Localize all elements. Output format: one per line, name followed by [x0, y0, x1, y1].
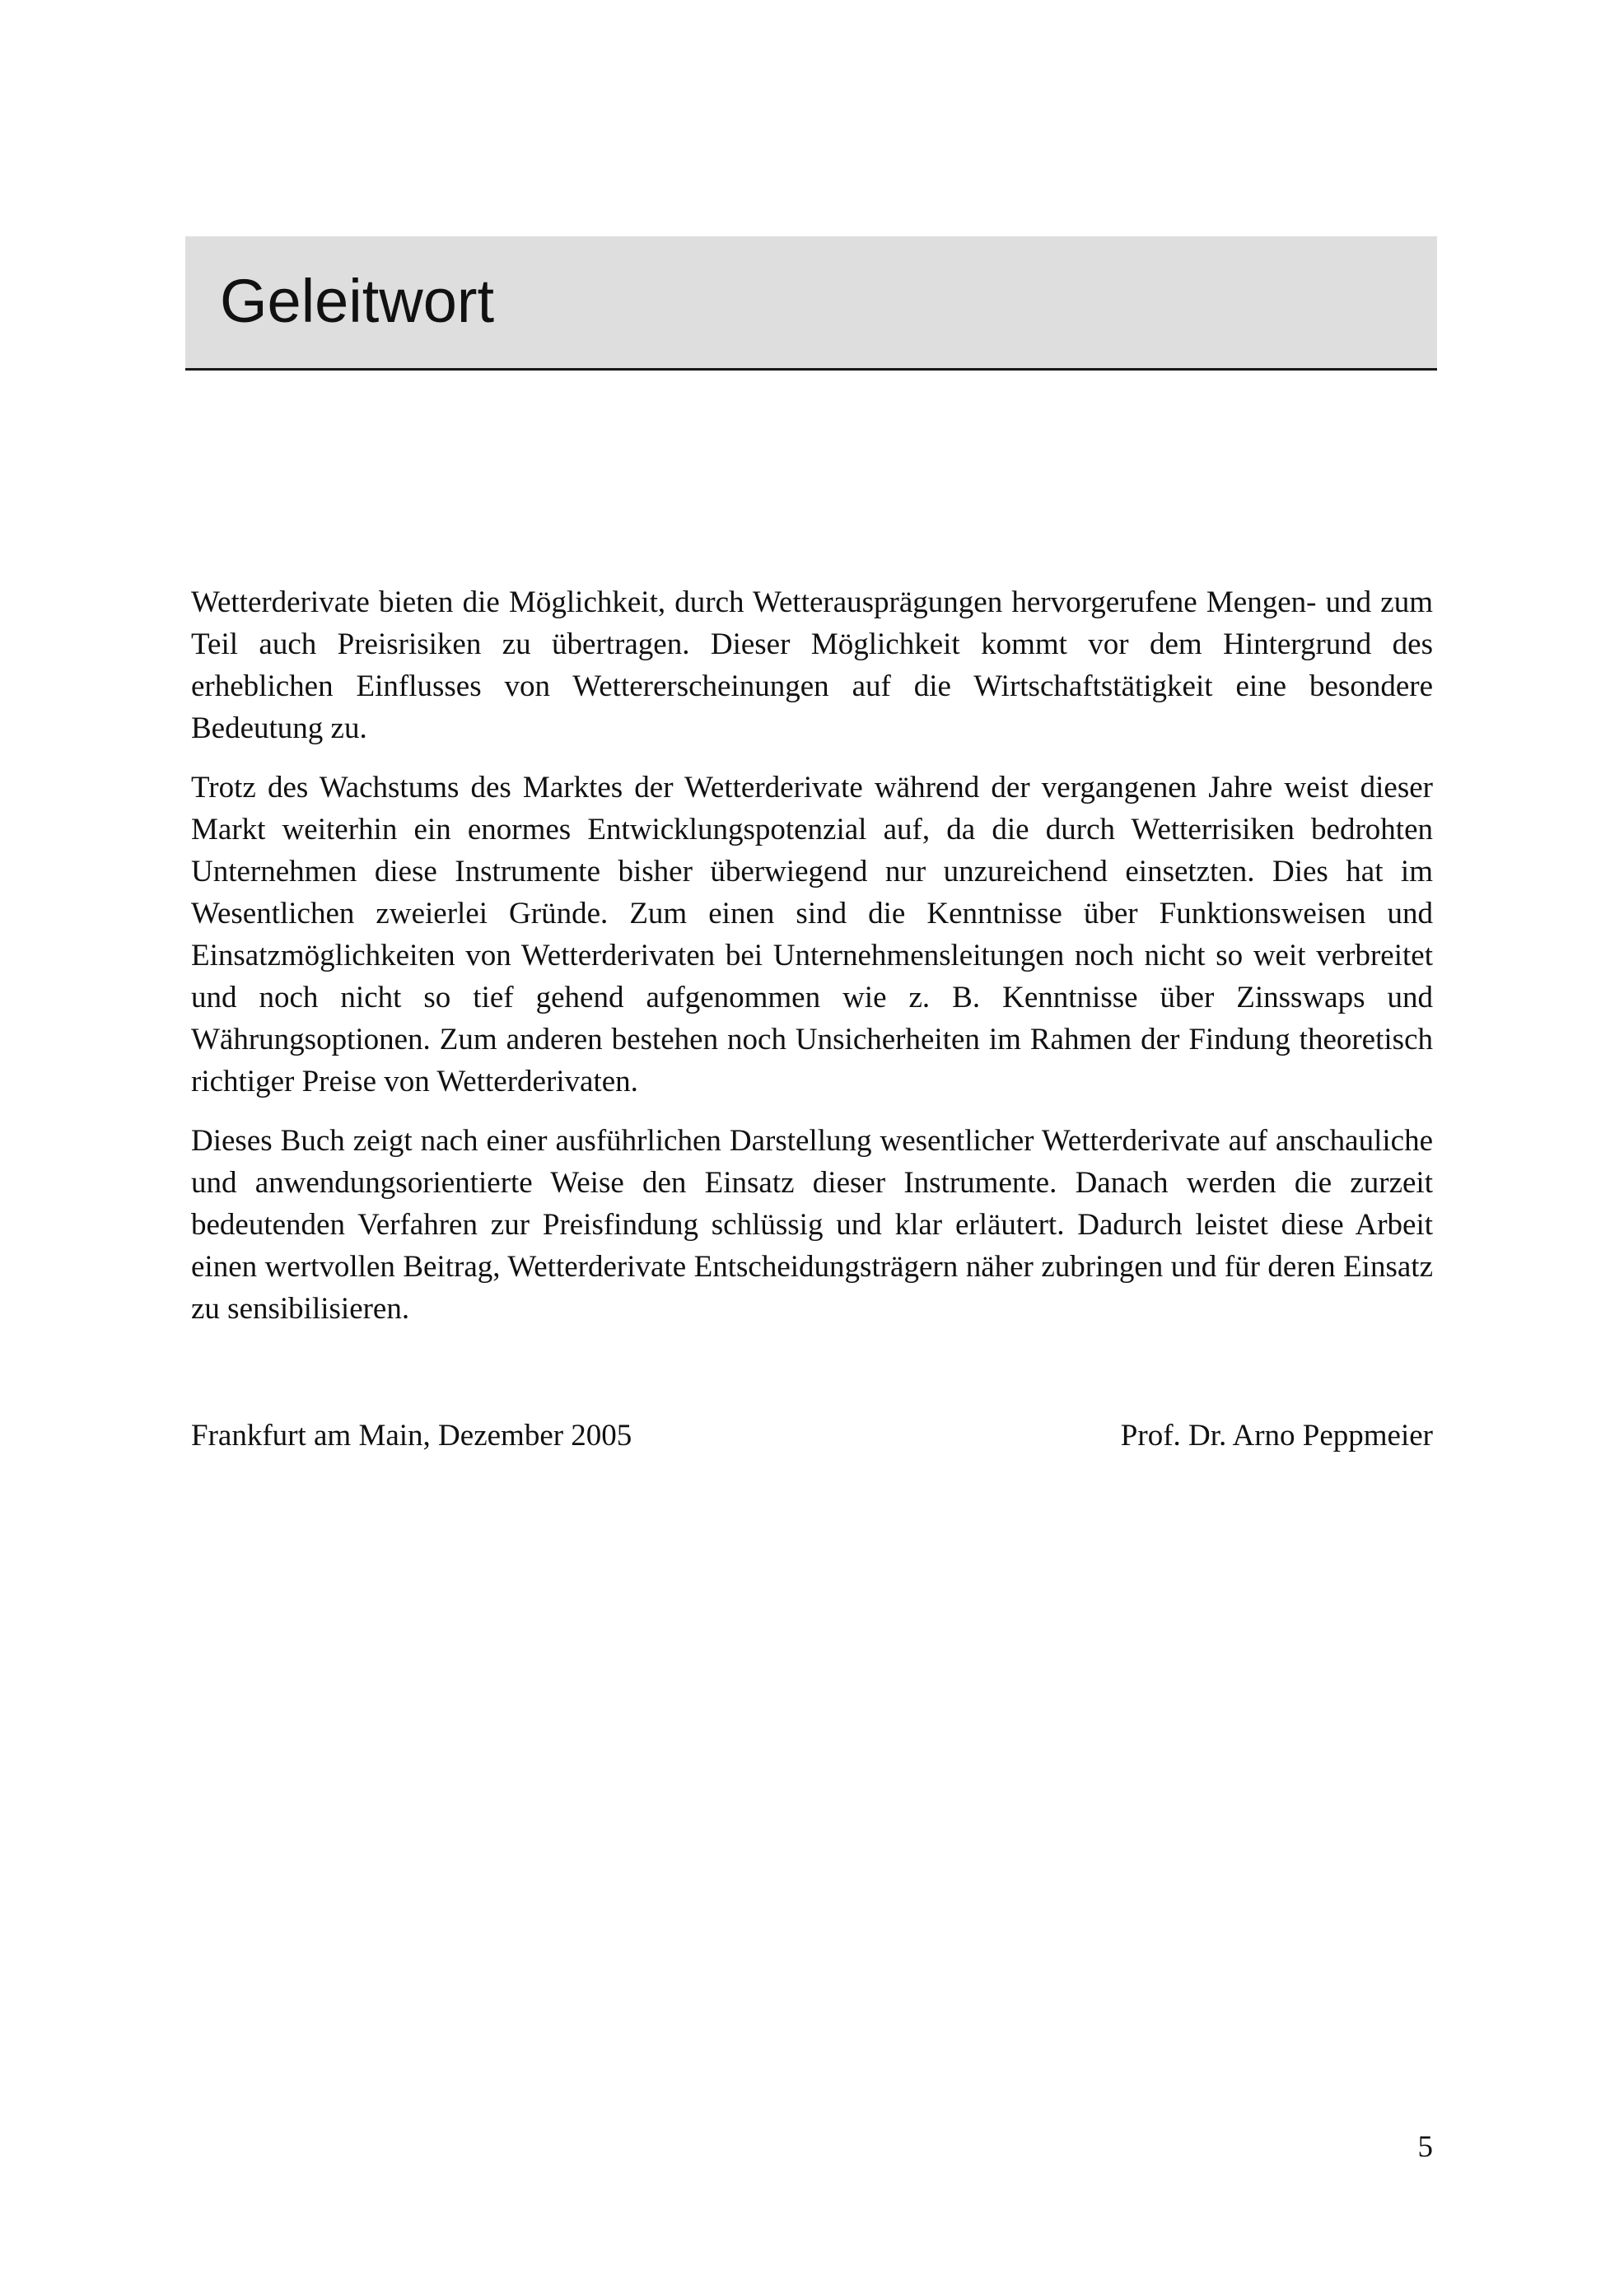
chapter-title: Geleitwort: [220, 267, 495, 335]
chapter-heading-band: [185, 236, 1437, 371]
page-number: 5: [1417, 2130, 1433, 2164]
author-name: Prof. Dr. Arno Peppmeier: [1120, 1419, 1433, 1453]
signature-line: [191, 1415, 1433, 1457]
paragraph-1: Wetterderivate bieten die Möglichkeit, durch Wetterausprägungen hervorgerufene Mengen- und zum Teil auch Preisrisiken zu übertragen. Dieser Möglichkeit kommt vor dem Hintergrund des erheblichen Einflusses von Wettererscheinungen auf die Wirtschaftstätigkeit eine besondere Bedeutung zu.: [191, 585, 1433, 745]
paragraph-2: Trotz des Wachstums des Marktes der Wetterderivate während der vergangenen Jahre weist dieser Markt weiterhin ein enormes Entwicklungspotenzial auf, da die durch Wetterrisiken bedrohten Unternehmen diese Instrumente bisher überwiegend nur unzureichend einsetzten. Dies hat im Wesentlichen zweierlei Gründe. Zum einen sind die Kenntnisse über Funktionsweisen und Einsatzmöglichkeiten von Wetterderivaten bei Unternehmensleitungen noch nicht so weit verbreitet und noch nicht so tief gehend aufgenommen wie z. B. Kenntnisse über Zinsswaps und Währungsoptionen. Zum anderen bestehen noch Unsicherheiten im Rahmen der Findung theoretisch richtiger Preise von Wetterderivaten.: [191, 771, 1433, 1098]
body-text: [191, 581, 1433, 1347]
place-and-date: Frankfurt am Main, Dezember 2005: [191, 1419, 632, 1453]
paragraph-3: Dieses Buch zeigt nach einer ausführlichen Darstellung wesentlicher Wetterderivate auf anschauliche und anwendungsorientierte Weise den Einsatz dieser Instrumente. Danach werden die zurzeit bedeutenden Verfahren zur Preisfindung schlüssig und klar erläutert. Dadurch leistet diese Arbeit einen wertvollen Beitrag, Wetterderivate Entscheidungsträgern näher zubringen und für deren Einsatz zu sensibilisieren.: [191, 1124, 1433, 1326]
